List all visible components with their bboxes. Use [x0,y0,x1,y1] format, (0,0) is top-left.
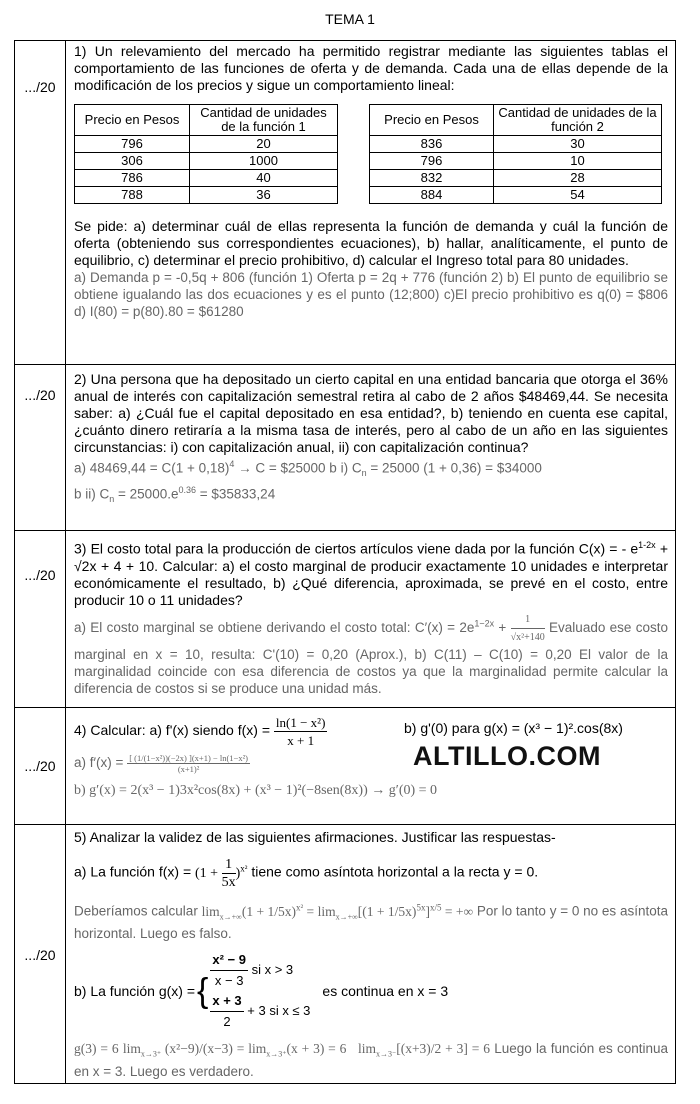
table-header: Cantidad de unidades de la función 1 [190,105,338,136]
question-5: 5) Analizar la validez de las siguientes afirmaciones. Justificar las respuestas- a) La función f(x) = (1 + $\frac{1}{5x}$ )$^{x^2}$ tiene como asíntota horizontal a la recta y = 0. Deberíamos calcular $\lim_{x\to+\infty}(1 + 1/5x)^{x^2} = \lim_{x\to+\infty}[(1 + 1/5x)^{5x}]^{x/5}$ = +∞ Por lo tanto y = 0 no es asíntota horizontal. Luego es falso. b) La función g(x) = { $\frac{\text{x² − 9}}{x - 3}$ si x > 3 $\frac{x + 3}{2}$ + 3 si x ≤ 3 es continua en x = 3 g(3) = 6 $\lim_{x\to 3^+} (x^2-9)/(x-3) = \lim_{x\to 3^+}(x + 3) = 6$ $\lim_{x\to 3^-}[(x+3)/2 + 3] = 6$ Luego la función es continua en x = 3. Luego es verdadero. [74,829,668,1079]
table-cell: 796 [370,153,494,170]
question-4: 4) Calcular: a) f'(x) siendo f(x) = $\frac{\text{ln(1 − x²)}}{x + 1}$ b) g'(0) para g(x) = (x³ − 1)².cos(8x) a) f′(x) = $\frac{\text{[ (1/(1−x²))(−2x) ](x+1) − ln(1−x²)}}{\text{(x+1)²}}$ b) g′(x) = 2(x³ − 1)3x²cos(8x) + (x³ − 1)²(−8sen(8x)) → g′(0) = 0 ALTILLO.COM [74,715,623,798]
table-function-2 [369,104,662,204]
question-5-row [15,825,675,1083]
table-cell: 54 [494,187,662,204]
table-row [370,170,662,187]
table-cell: 836 [370,136,494,153]
question-4-row [15,708,675,825]
fraction: $\frac{\text{[ (1/(1−x²))(−2x) ](x+1) − ln(1−x²)}}{\text{(x+1)²}}$ [129,753,248,774]
table-cell: 884 [370,187,494,204]
table-row [75,136,338,153]
question-1 [66,41,675,364]
table-cell: 36 [190,187,338,204]
table-cell: 788 [75,187,190,204]
table-header: Precio en Pesos [75,105,190,136]
score-cell: .../20 [15,531,66,707]
table-function-1 [74,104,338,204]
exam-sheet [14,40,676,1084]
fraction: $\frac{1}{\text{√x²+140}}$ [511,611,545,646]
question-1-prompt: Se pide: a) determinar cuál de ellas representa la función de demanda y cuál la función de oferta (obteniendo sus correspondientes ecuaciones), b) hallar, analíticamente, el punto de equilibrio, c) determinar el precio prohibitivo, d) calcular el Ingreso total para 80 unidades. [74,218,668,268]
table-row [370,153,662,170]
question-2 [66,365,675,530]
table-cell: 40 [190,170,338,187]
table-cell: 20 [190,136,338,153]
question-3-row [15,531,675,708]
score-cell: .../20 [15,41,66,364]
question-1-answer: a) Demanda p = -0,5q + 806 (función 1) Oferta p = 2q + 776 (función 2) b) El punto de equilibrio se obtiene igualando las dos ecuaciones y es el punto (12;800) c)El precio prohibitivo es q(0) = $806 d) I(80) = p(80).80 = $61280 [74,270,668,319]
table-row [75,153,338,170]
question-3-text: 3) El costo total para la producción de ciertos artículos viene dada por la función C(x) = - $e^{1-2x} + √2x + 4 + 10$. Calcular: a) el costo marginal de producir exactamente 10 unidades e interpretar económicamente el resultado, b) ¿Qué diferencia, aproximada, se prevé en el costo, entre producir 10 o 11 unidades? [74,540,668,608]
table-cell: 306 [75,153,190,170]
table-row [75,187,338,204]
fraction: $\frac{\text{ln(1 − x²)}}{x + 1}$ [275,715,326,748]
watermark-logo: ALTILLO.COM [413,741,601,771]
question-1-text: 1) Un relevamiento del mercado ha permitido registrar mediante las siguientes tablas el comportamiento de las funciones de oferta y de demanda. Cada una de ellas depende de la modificación de los precios y sigue un comportamiento lineal: [74,43,668,93]
table-cell: 796 [75,136,190,153]
table-header: Cantidad de unidades de la función 2 [494,105,662,136]
question-2-text: 2) Una persona que ha depositado un cierto capital en una entidad bancaria que otorga el 36% anual de interés con capitalización semestral retira al cabo de 2 años $48469,44. Se necesita saber: a) ¿Cuál fue el capital depositado en esa entidad?, b) teniendo en cuenta ese capital, ¿cuánto dinero retiraría a la misma tasa de interés, pero al cabo de un año en las siguientes circunstancias: i) con capitalización anual, ii) con capitalización continua? [74,371,668,455]
question-2-row [15,365,675,531]
table-header: Precio en Pesos [370,105,494,136]
table-cell: 1000 [190,153,338,170]
question-2-answer: a) $48469,44 = C(1 + 0,18)^4 \to C$ = $25000 b i) $C_n = 25000$ (1 + 0,36) = $34000 b ii) $C_n = 25000.e^{0.36}$ = $35833,24 [74,459,542,505]
table-cell: 28 [494,170,662,187]
page-title: TEMA 1 [325,11,375,27]
score-cell: .../20 [15,825,66,1083]
fraction: $\frac{1}{5x}$ [221,857,236,890]
table-row [75,170,338,187]
question-1-row [15,41,675,365]
question-3 [66,531,675,707]
table-row [370,136,662,153]
table-cell: 30 [494,136,662,153]
table-cell: 832 [370,170,494,187]
score-cell: .../20 [15,708,66,824]
score-cell: .../20 [15,365,66,530]
table-cell: 786 [75,170,190,187]
table-row [370,187,662,204]
question-3-answer: a) El costo marginal se obtiene derivando el costo total: $C'(x) = 2e^{1-2x}$ + $\frac{1}{\text{√x²+140}}$ Evaluado ese costo marginal en x = 10, resulta: C'(10) = 0,20 (Aprox.), b) C(11) – C(10) = 0,20 El valor de la marginalidad coincide con esa diferencia de costos ya que la marginalidad permite calcular la diferencia de costos si se produce una unidad más. [74,611,668,697]
table-cell: 10 [494,153,662,170]
question-1-tables [74,104,662,204]
